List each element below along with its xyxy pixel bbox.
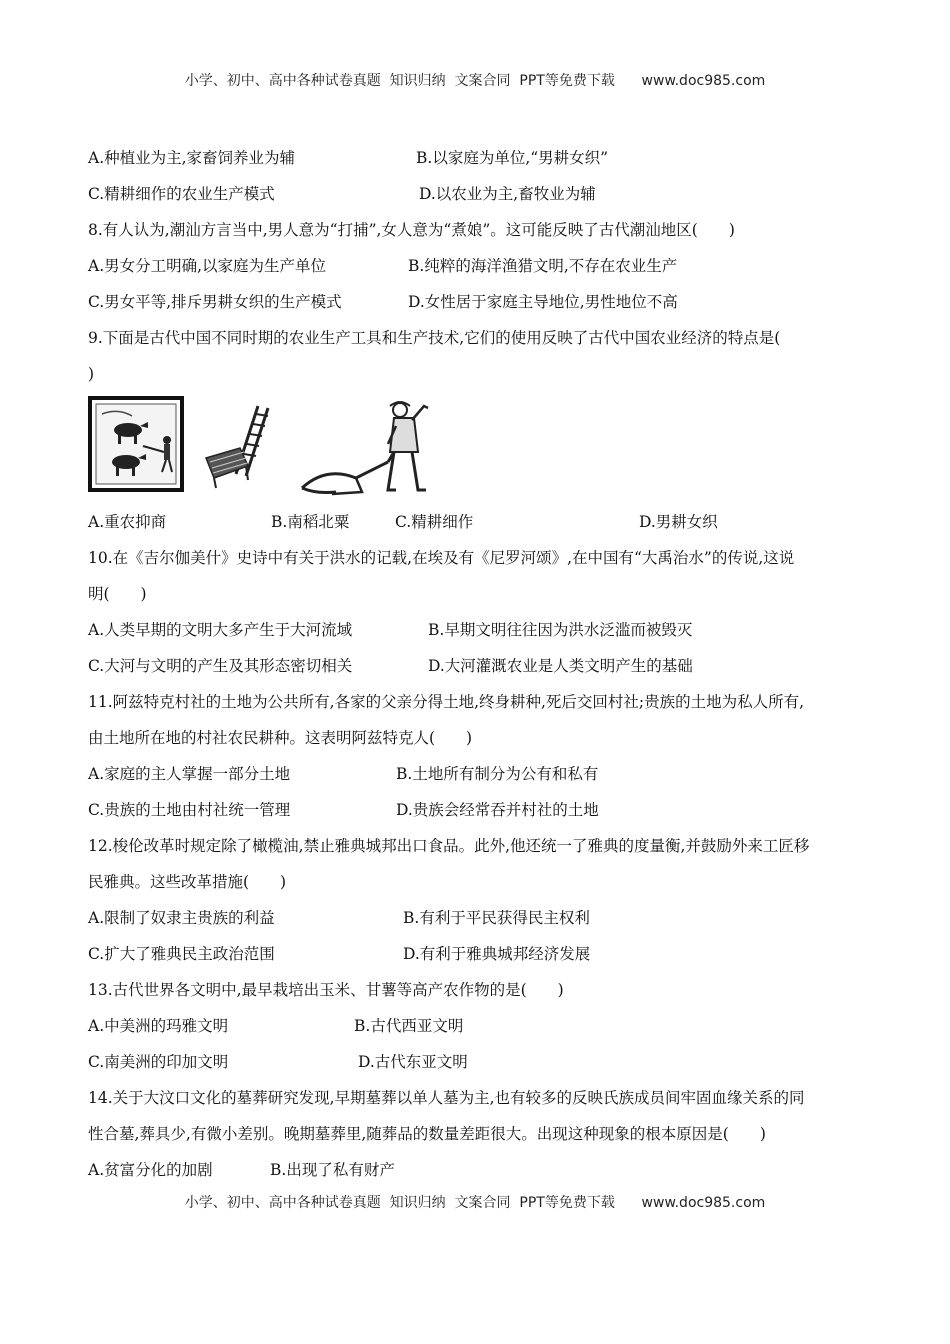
q11-option-b[interactable]: B.土地所有制分为公有和私有	[396, 765, 599, 783]
q11-option-a[interactable]: A.家庭的主人掌握一部分土地	[88, 765, 291, 783]
q13-option-c[interactable]: C.南美洲的印加文明	[88, 1053, 229, 1071]
q8-stem: 8.有人认为,潮汕方言当中,男人意为“打捕”,女人意为“煮娘”。这可能反映了古代潮汕地区( )	[88, 221, 735, 239]
q12-stem-line2: 民雅典。这些改革措施( )	[88, 873, 287, 891]
q13-stem: 13.古代世界各文明中,最早栽培出玉米、甘薯等高产农作物的是( )	[88, 981, 564, 999]
q12-options-row2	[88, 936, 858, 972]
q8-option-b[interactable]: B.纯粹的海洋渔猎文明,不存在农业生产	[408, 257, 678, 275]
q13-option-b[interactable]: B.古代西亚文明	[354, 1017, 464, 1035]
q14-options	[88, 1152, 858, 1188]
q8-options	[88, 248, 858, 284]
q10-stem-line2: 明( )	[88, 585, 147, 603]
q9-stem-line2: )	[88, 365, 95, 383]
q10-option-c[interactable]: C.大河与文明的产生及其形态密切相关	[88, 657, 353, 675]
q12-option-b[interactable]: B.有利于平民获得民主权利	[403, 909, 590, 927]
q7-options	[88, 140, 858, 176]
q11-options-row2	[88, 792, 858, 828]
q9-option-d[interactable]: D.男耕女织	[639, 513, 718, 531]
q8-option-d[interactable]: D.女性居于家庭主导地位,男性地位不高	[408, 293, 678, 311]
q7-option-c[interactable]: C.精耕细作的农业生产模式	[88, 185, 275, 203]
q7-options-row2	[88, 176, 858, 212]
q12-options	[88, 900, 858, 936]
q11-option-d[interactable]: D.贵族会经常吞并村社的土地	[396, 801, 599, 819]
q11-stem-line2: 由土地所在地的村社农民耕种。这表明阿兹特克人( )	[88, 729, 473, 747]
plough-tool-image	[196, 400, 292, 492]
q12-stem-line1: 12.梭伦改革时规定除了橄榄油,禁止雅典城邦出口食品。此外,他还统一了雅典的度量衡,并鼓励外来工匠移	[88, 837, 810, 855]
q9-option-a[interactable]: A.重农抑商	[88, 513, 167, 531]
q9-stem-line1: 9.下面是古代中国不同时期的农业生产工具和生产技术,它们的使用反映了古代中国农业经济的特点是(	[88, 329, 781, 347]
q12-option-c[interactable]: C.扩大了雅典民主政治范围	[88, 945, 275, 963]
q13-option-a[interactable]: A.中美洲的玛雅文明	[88, 1017, 229, 1035]
q7-option-d[interactable]: D.以农业为主,畜牧业为辅	[419, 185, 596, 203]
q7-option-a[interactable]: A.种植业为主,家畜饲养业为辅	[88, 149, 296, 167]
q9-options	[88, 504, 858, 540]
q8-options-row2	[88, 284, 858, 320]
q11-stem-line1: 11.阿兹特克村社的土地为公共所有,各家的父亲分得土地,终身耕种,死后交回村社;贵族的土地为私人所有,	[88, 693, 805, 711]
q14-stem-line1: 14.关于大汶口文化的墓葬研究发现,早期墓葬以单人墓为主,也有较多的反映氏族成员间牢固血缘关系的同	[88, 1089, 805, 1107]
q14-option-b[interactable]: B.出现了私有财产	[270, 1161, 395, 1179]
page-footer: 小学、初中、高中各种试卷真题 知识归纳 文案合同 PPT等免费下载 www.doc985.com	[184, 1195, 766, 1211]
q14-stem-line2: 性合墓,葬具少,有微小差别。晚期墓葬里,随葬品的数量差距很大。出现这种现象的根本原因是( )	[88, 1125, 766, 1143]
q9-option-b[interactable]: B.南稻北粟	[271, 513, 350, 531]
q11-options	[88, 756, 858, 792]
q9-figures	[88, 396, 858, 504]
q8-option-a[interactable]: A.男女分工明确,以家庭为生产单位	[88, 257, 327, 275]
q7-option-b[interactable]: B.以家庭为单位,“男耕女织”	[416, 149, 609, 167]
q10-options	[88, 612, 858, 648]
q9-option-c[interactable]: C.精耕细作	[395, 513, 474, 531]
question-content	[88, 140, 858, 1188]
q12-option-a[interactable]: A.限制了奴隶主贵族的利益	[88, 909, 275, 927]
farmer-plough-image	[296, 396, 446, 504]
q10-options-row2	[88, 648, 858, 684]
q14-option-a[interactable]: A.贫富分化的加剧	[88, 1161, 213, 1179]
q10-stem-line1: 10.在《吉尔伽美什》史诗中有关于洪水的记载,在埃及有《尼罗河颂》,在中国有“大禹治水”的传说,这说	[88, 549, 795, 567]
page-header: 小学、初中、高中各种试卷真题 知识归纳 文案合同 PPT等免费下载 www.doc985.com	[184, 73, 766, 89]
ox-plowing-image	[88, 396, 184, 492]
q10-option-a[interactable]: A.人类早期的文明大多产生于大河流域	[88, 621, 353, 639]
q13-options-row2	[88, 1044, 858, 1080]
q13-option-d[interactable]: D.古代东亚文明	[358, 1053, 468, 1071]
q13-options	[88, 1008, 858, 1044]
q10-option-d[interactable]: D.大河灌溉农业是人类文明产生的基础	[428, 657, 693, 675]
q8-option-c[interactable]: C.男女平等,排斥男耕女织的生产模式	[88, 293, 342, 311]
q12-option-d[interactable]: D.有利于雅典城邦经济发展	[403, 945, 591, 963]
q11-option-c[interactable]: C.贵族的土地由村社统一管理	[88, 801, 291, 819]
q10-option-b[interactable]: B.早期文明往往因为洪水泛滥而被毁灭	[428, 621, 693, 639]
